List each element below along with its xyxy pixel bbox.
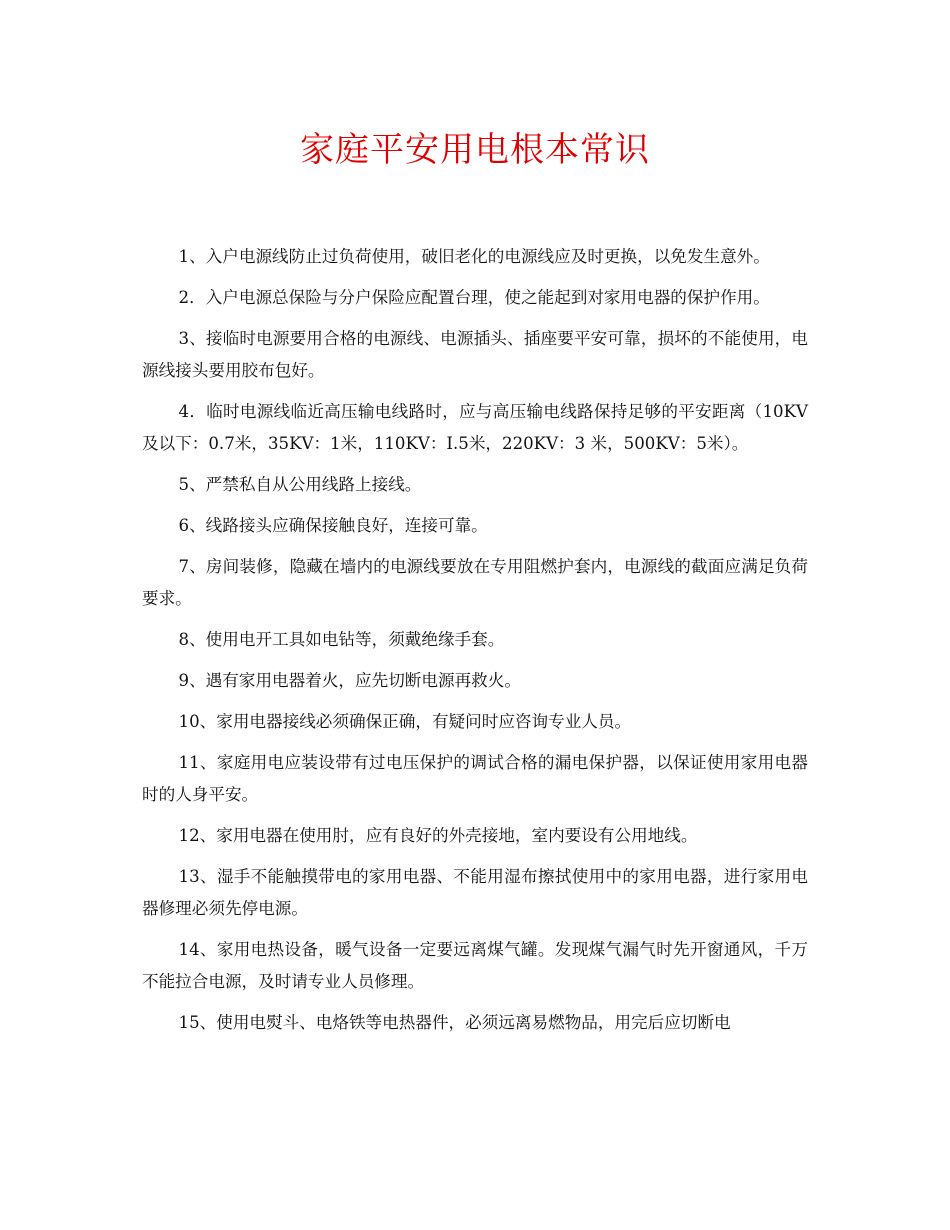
paragraph-13: 13、湿手不能触摸带电的家用电器、不能用湿布擦拭使用中的家用电器，进行家用电器修理必须先停电源。: [142, 867, 808, 918]
paragraph-14: 14、家用电热设备，暖气设备一定要远离煤气罐。发现煤气漏气时先开窗通风，千万不能拉合电源，及时请专业人员修理。: [142, 940, 808, 991]
paragraph-11: 11、家庭用电应装设带有过电压保护的调试合格的漏电保护器，以保证使用家用电器时的人身平安。: [142, 753, 808, 804]
document-body: [142, 241, 808, 1048]
paragraph-8: 8、使用电开工具如电钻等，须戴绝缘手套。: [178, 630, 505, 649]
paragraph-1: 1、入户电源线防止过负荷使用，破旧老化的电源线应及时更换，以免发生意外。: [178, 247, 770, 266]
paragraph-4: 4．临时电源线临近高压输电线路时，应与高压输电线路保持足够的平安距离（10KV及以下：0.7米，35KV：1米，110KV：I.5米，220KV：3 米，500KV：5米）。: [142, 402, 808, 453]
paragraph-9: 9、遇有家用电器着火，应先切断电源再救火。: [178, 671, 521, 690]
paragraph-10: 10、家用电器接线必须确保正确，有疑问时应咨询专业人员。: [178, 712, 632, 731]
paragraph-7: 7、房间装修，隐藏在墙内的电源线要放在专用阻燃护套内，电源线的截面应满足负荷要求。: [142, 557, 808, 608]
paragraph-12: 12、家用电器在使用肘，应有良好的外壳接地，室内要设有公用地线。: [178, 826, 698, 845]
paragraph-2: 2．入户电源总保险与分户保险应配置台理，使之能起到对家用电器的保护作用。: [178, 288, 770, 307]
paragraph-3: 3、接临时电源要用合格的电源线、电源插头、插座要平安可靠，损坏的不能使用，电源线接头要用胶布包好。: [142, 329, 808, 380]
paragraph-5: 5、严禁私自从公用线路上接线。: [178, 475, 422, 494]
document-title: 家庭平安用电根本常识: [300, 130, 650, 170]
paragraph-6: 6、线路接头应确保接触良好，连接可靠。: [178, 516, 488, 535]
paragraph-15: 15、使用电熨斗、电烙铁等电热器件，必须远离易燃物品，用完后应切断电: [178, 1013, 731, 1032]
